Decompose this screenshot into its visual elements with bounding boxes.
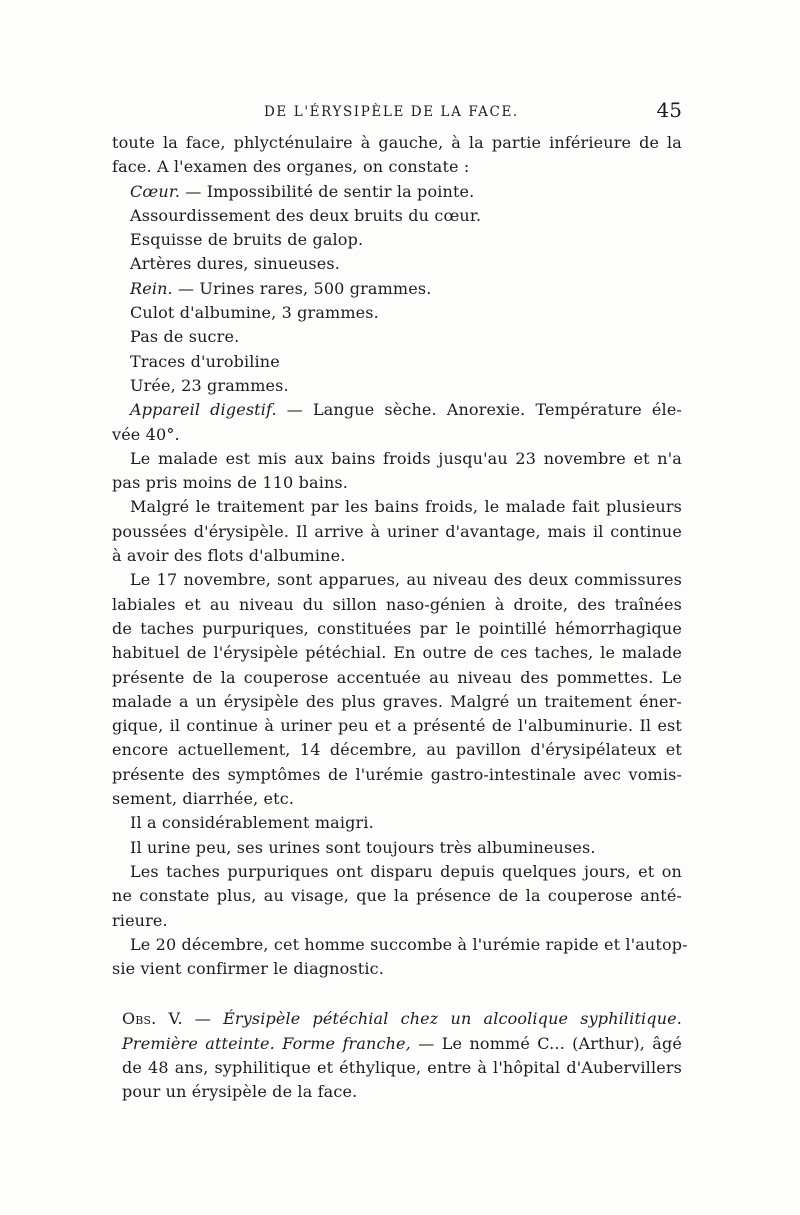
text-line (112, 1032, 682, 1056)
text-run: rieure. (112, 910, 168, 930)
text-line (112, 228, 682, 252)
running-head: DE L'ÉRYSIPÈLE DE LA FACE. (264, 104, 519, 120)
text-line (112, 763, 682, 787)
text-line (112, 374, 682, 398)
text-run: pour un érysipèle de la face. (122, 1082, 358, 1102)
text-line (112, 204, 682, 228)
text-line (112, 568, 682, 592)
text-run: ne constate plus, au visage, que la présence de la couperose anté- (112, 886, 682, 906)
text-line (112, 447, 682, 471)
text-line (112, 909, 682, 933)
text-run: Malgré le traitement par les bains froids, le malade fait plusieurs (130, 497, 682, 517)
text-run: face. A l'examen des organes, on constate : (112, 157, 470, 177)
text-run: sement, diarrhée, etc. (112, 789, 295, 809)
text-run: — Langue sèche. Anorexie. Température éle- (276, 400, 682, 420)
text-run: — Urines rares, 500 grammes. (172, 278, 432, 298)
body-text (112, 131, 688, 1105)
text-line (112, 1007, 682, 1031)
italic-text: Appareil digestif. (130, 400, 277, 420)
text-line (112, 714, 682, 738)
text-line (112, 155, 682, 179)
text-line (112, 884, 682, 908)
text-run: Le malade est mis aux bains froids jusqu'au 23 novembre et n'a (130, 448, 682, 468)
text-line (112, 617, 682, 641)
text-run: — Le nommé C... (Arthur), âgé (410, 1033, 683, 1053)
text-run: à avoir des flots d'albumine. (112, 546, 346, 566)
text-line (112, 350, 682, 374)
text-run: vée 40°. (112, 424, 180, 444)
text-line (112, 180, 682, 204)
text-line (112, 690, 682, 714)
text-line (112, 787, 682, 811)
text-line (112, 398, 682, 422)
smallcaps-text: Obs. V. (122, 1009, 183, 1029)
text-line (112, 471, 682, 495)
text-line (112, 933, 688, 957)
text-run: présente de la couperose accentuée au niveau des pommettes. Le (112, 667, 682, 687)
text-line (112, 277, 682, 301)
text-run: Il urine peu, ses urines sont toujours très albumineuses. (130, 837, 596, 857)
text-run: gique, il continue à uriner peu et a présenté de l'albuminurie. Il est (112, 716, 682, 736)
page-number: 45 (656, 98, 682, 122)
text-run: toute la face, phlycténulaire à gauche, à la partie inférieure de la (112, 133, 682, 152)
text-line (112, 544, 682, 568)
text-run: Les taches purpuriques ont disparu depuis quelques jours, et on (130, 861, 682, 881)
text-line (112, 1056, 682, 1080)
text-line (112, 1080, 682, 1104)
text-run: Urée, 23 grammes. (130, 375, 289, 395)
text-run: pas pris moins de 110 bains. (112, 473, 349, 493)
text-run: Pas de sucre. (130, 327, 240, 347)
text-run: Traces d'urobiline (130, 351, 280, 371)
text-line (112, 666, 682, 690)
text-run: labiales et au niveau du sillon naso-génien à droite, des traînées (112, 594, 682, 614)
text-line (112, 495, 682, 519)
text-line (112, 252, 682, 276)
text-line (112, 836, 682, 860)
text-run: Le 17 novembre, sont apparues, au niveau des deux commissures (130, 570, 682, 590)
text-run: Culot d'albumine, 3 grammes. (130, 303, 379, 323)
paragraph-gap (112, 981, 682, 1007)
text-line (112, 811, 682, 835)
text-run: — Impossibilité de sentir la pointe. (180, 181, 475, 201)
text-run: de taches purpuriques, constituées par le pointillé hémorrhagique (112, 618, 682, 638)
text-line (112, 520, 682, 544)
text-line (112, 423, 682, 447)
text-line (112, 860, 682, 884)
italic-text: Érysipèle pétéchial chez un alcoolique syphilitique. (223, 1009, 683, 1029)
text-line (112, 301, 682, 325)
text-run: de 48 ans, syphilitique et éthylique, entre à l'hôpital d'Aubervillers (122, 1057, 682, 1077)
text-run: malade a un érysipèle des plus graves. Malgré un traitement éner- (112, 691, 682, 711)
text-run: Assourdissement des deux bruits du cœur. (130, 205, 482, 225)
italic-text: Première atteinte. Forme franche, (122, 1033, 411, 1053)
text-run: Artères dures, sinueuses. (130, 254, 340, 274)
text-line (112, 131, 682, 155)
text-run: Il a considérablement maigri. (130, 813, 374, 833)
text-line (112, 593, 682, 617)
text-line (112, 641, 682, 665)
text-line (112, 957, 682, 981)
text-run: habituel de l'érysipèle pétéchial. En outre de ces taches, le malade (112, 643, 682, 663)
italic-text: Cœur. (130, 181, 181, 201)
text-run: présente des symptômes de l'urémie gastro-intestinale avec vomis- (112, 764, 682, 784)
text-run: Esquisse de bruits de galop. (130, 230, 364, 250)
page-header (112, 98, 682, 128)
text-run: sie vient confirmer le diagnostic. (112, 959, 384, 979)
text-run: Le 20 décembre, cet homme succombe à l'urémie rapide et l'autop- (130, 934, 688, 954)
text-line (112, 738, 682, 762)
italic-text: Rein. (130, 278, 173, 298)
text-line (112, 325, 682, 349)
text-run: encore actuellement, 14 décembre, au pavillon d'érysipélateux et (112, 740, 682, 760)
text-run: — (182, 1009, 224, 1029)
text-run: poussées d'érysipèle. Il arrive à uriner d'avantage, mais il continue (112, 521, 682, 541)
